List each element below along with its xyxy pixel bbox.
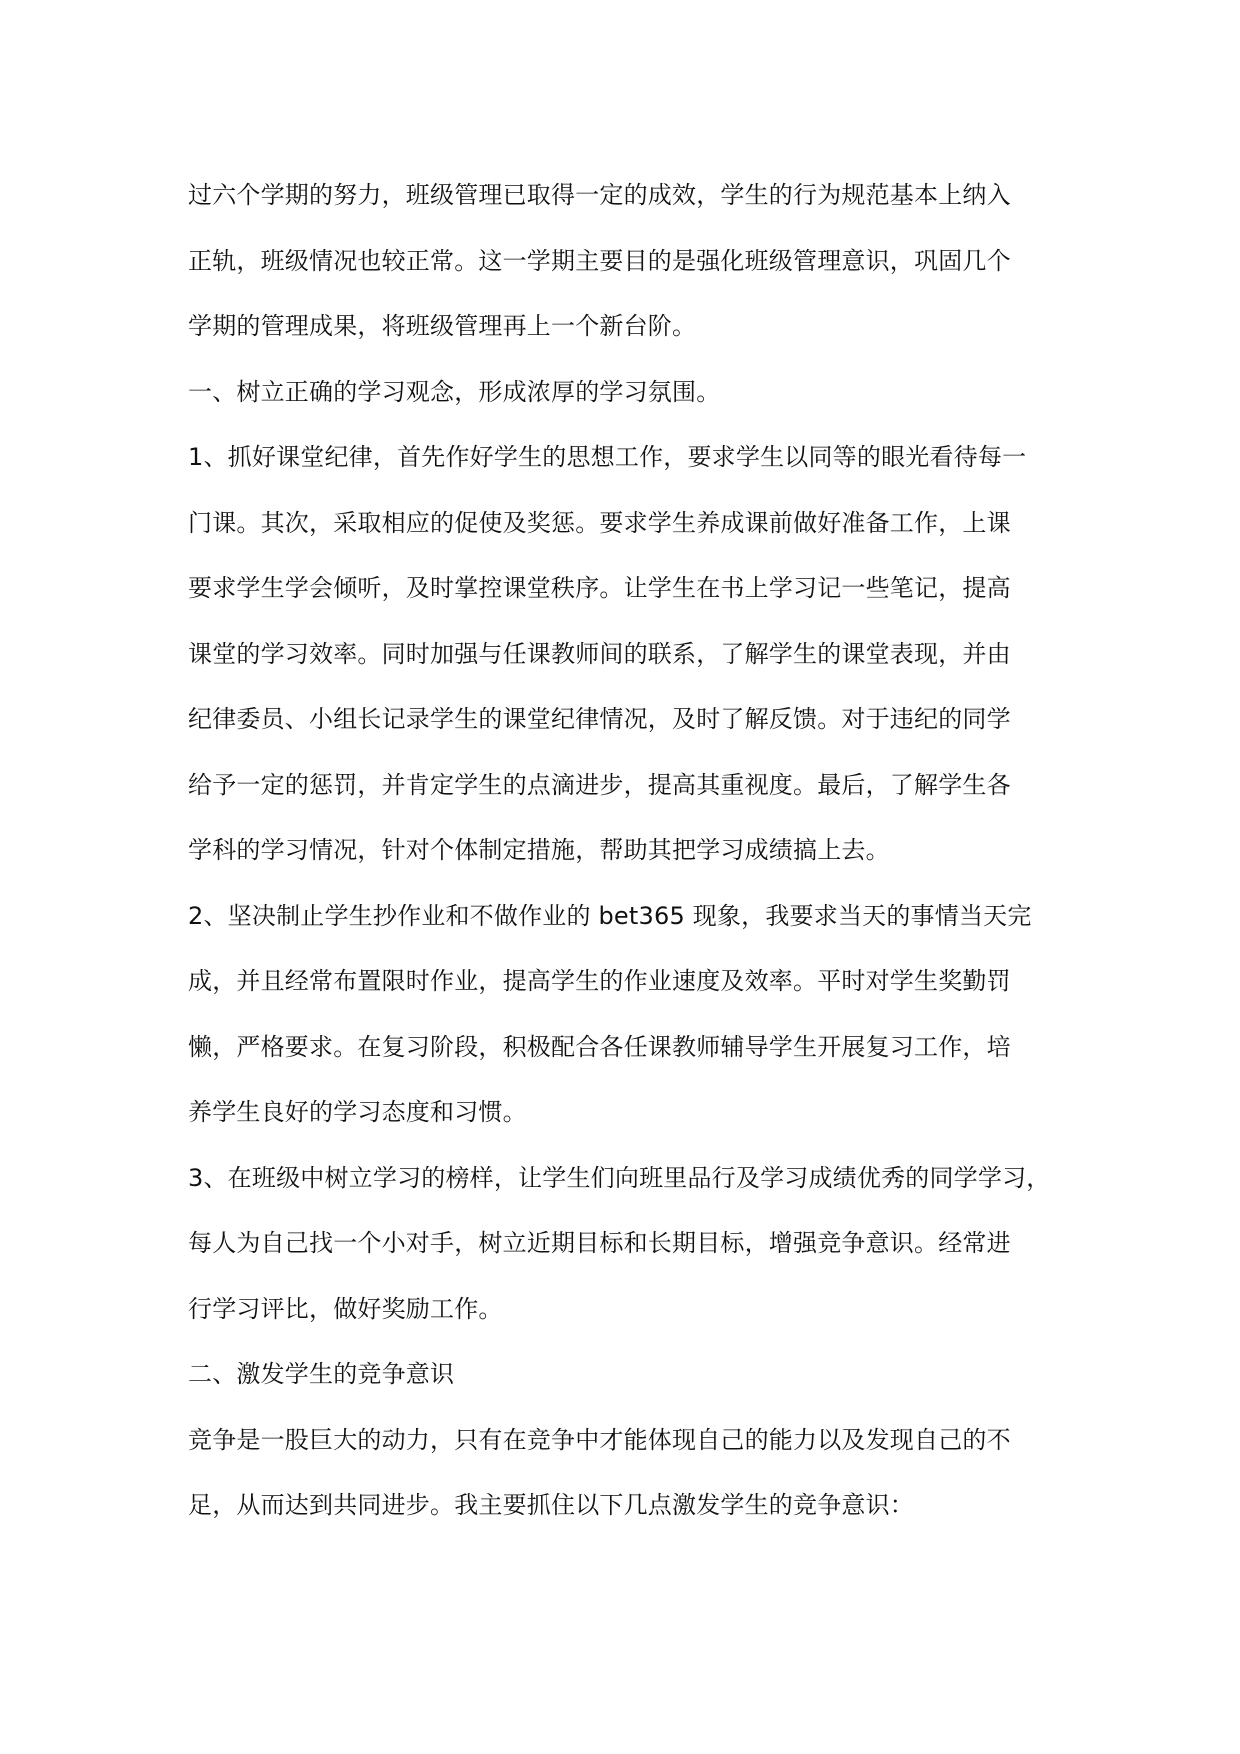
text-line: 纪律委员、小组长记录学生的课堂纪律情况，及时了解反馈。对于违纪的同学: [188, 705, 1011, 733]
section-heading: 一、树立正确的学习观念，形成浓厚的学习氛围。: [188, 377, 721, 406]
document-body: [188, 172, 1088, 1548]
text-line: 课堂的学习效率。同时加强与任课教师间的联系，了解学生的课堂表现，并由: [188, 639, 1011, 668]
text-line: 正轨，班级情况也较正常。这一学期主要目的是强化班级管理意识，巩固几个: [188, 246, 1011, 275]
text-line: 足，从而达到共同进步。我主要抓住以下几点激发学生的竞争意识：: [188, 1491, 914, 1519]
text-line: 竞争是一股巨大的动力，只有在竞争中才能体现自己的能力以及发现自己的不: [188, 1425, 1011, 1454]
text-line: 学期的管理成果，将班级管理再上一个新台阶。: [188, 312, 697, 340]
text-line: 1、抓好课堂纪律，首先作好学生的思想工作，要求学生以同等的眼光看待每一: [188, 443, 1027, 471]
text-line: 懒，严格要求。在复习阶段，积极配合各任课教师辅导学生开展复习工作，培: [188, 1032, 1011, 1061]
text-line: 每人为自己找一个小对手，树立近期目标和长期目标，增强竞争意识。经常进: [188, 1229, 1011, 1257]
section-heading: 二、激发学生的竞争意识: [188, 1360, 455, 1388]
text-line: 3、在班级中树立学习的榜样，让学生们向班里品行及学习成绩优秀的同学学习，: [188, 1163, 1051, 1192]
text-line: 2、坚决制止学生抄作业和不做作业的 bet365 现象，我要求当天的事情当天完: [188, 901, 1032, 930]
text-line: 过六个学期的努力，班级管理已取得一定的成效，学生的行为规范基本上纳入: [188, 181, 1011, 209]
text-line: 给予一定的惩罚，并肯定学生的点滴进步，提高其重视度。最后，了解学生各: [188, 770, 1011, 799]
text-line: 行学习评比，做好奖励工作。: [188, 1294, 503, 1323]
text-line: 成，并且经常布置限时作业，提高学生的作业速度及效率。平时对学生奖勤罚: [188, 967, 1011, 995]
text-line: 门课。其次，采取相应的促使及奖惩。要求学生养成课前做好准备工作，上课: [188, 508, 1011, 537]
text-line: 要求学生学会倾听，及时掌控课堂秩序。让学生在书上学习记一些笔记，提高: [188, 574, 1011, 602]
text-line: 学科的学习情况，针对个体制定措施，帮助其把学习成绩搞上去。: [188, 836, 890, 864]
text-line: 养学生良好的学习态度和习惯。: [188, 1098, 527, 1126]
